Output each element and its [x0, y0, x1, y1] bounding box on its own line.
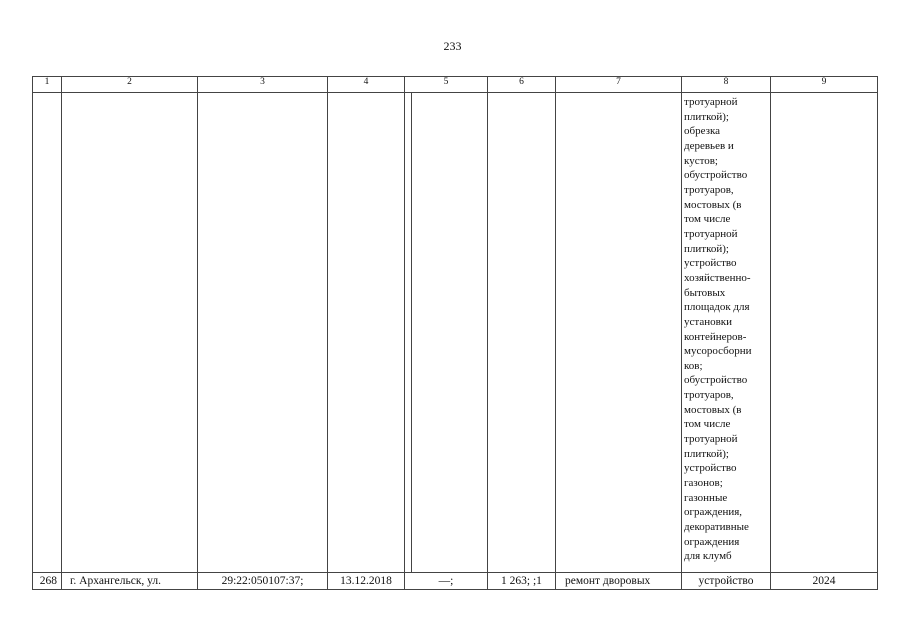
column-number-4: 4 [328, 77, 405, 93]
cont-cell-3 [198, 93, 328, 573]
row-date: 13.12.2018 [328, 573, 405, 590]
row-work-list: устройство [682, 573, 771, 590]
cont-cell-5 [405, 93, 488, 573]
cont-cell-6 [488, 93, 556, 573]
cont-cell-9 [771, 93, 878, 573]
row-number: 268 [33, 573, 62, 590]
column-number-6: 6 [488, 77, 556, 93]
cont-cell-7 [556, 93, 682, 573]
registry-table [32, 76, 878, 590]
continuation-work-list: тротуарной плиткой); обрезка деревьев и кустов; обустройство тротуаров, мостовых (в том числе тротуарной плиткой); устройство хозяйственно- бытовых площадок для установки контейнеров- мусоросборни ков; обустройство тротуаров, мостовых (в том числе тротуарной плиткой); устройство газонов; газонные ограждения, декоративные ограждения для клумб [682, 93, 771, 573]
page-number: 233 [443, 39, 462, 53]
continuation-row [33, 93, 878, 573]
column-number-9: 9 [771, 77, 878, 93]
row-col5: —; [405, 573, 488, 590]
cont-cell-1 [33, 93, 62, 573]
column-number-3: 3 [198, 77, 328, 93]
column-number-1: 1 [33, 77, 62, 93]
column-number-7: 7 [556, 77, 682, 93]
column-number-2: 2 [62, 77, 198, 93]
column-number-row [33, 77, 878, 93]
row-address: г. Архангельск, ул. [62, 573, 198, 590]
row-year: 2024 [771, 573, 878, 590]
row-cadastral: 29:22:050107:37; [198, 573, 328, 590]
row-work-type: ремонт дворовых [556, 573, 682, 590]
column-number-8: 8 [682, 77, 771, 93]
column-number-5: 5 [405, 77, 488, 93]
table-row [33, 573, 878, 590]
cont-cell-4 [328, 93, 405, 573]
cont-cell-2 [62, 93, 198, 573]
row-col6: 1 263; ;1 [488, 573, 556, 590]
